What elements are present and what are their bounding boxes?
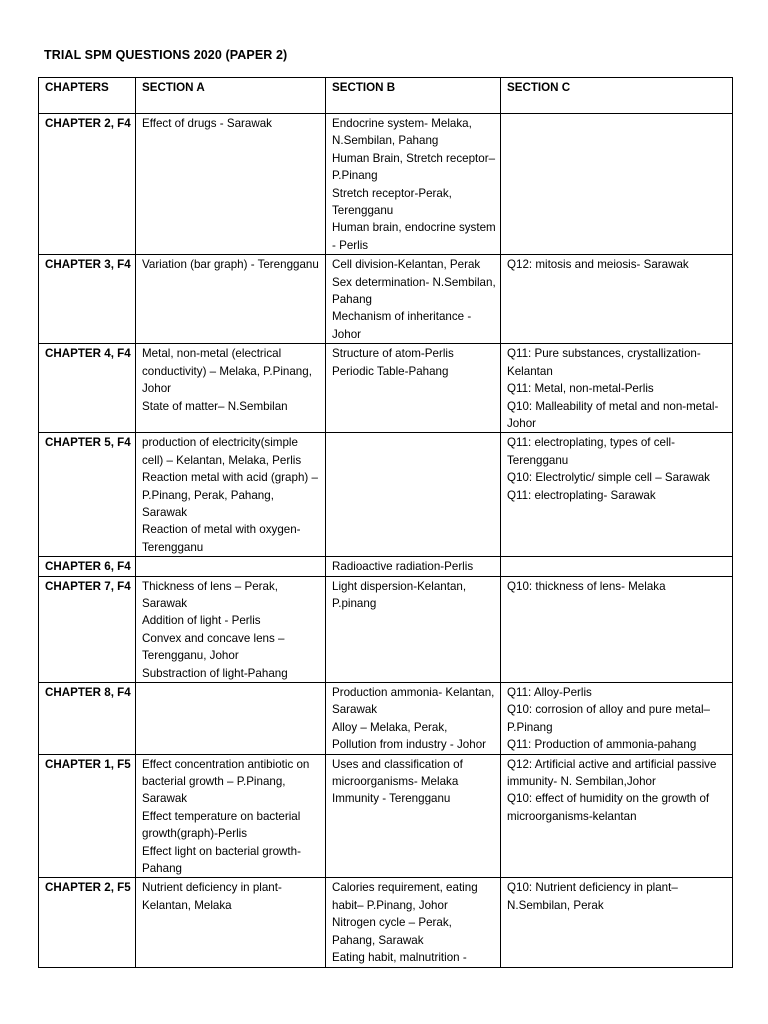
entry-text: Q11: Pure substances, crystallization- Kelantan xyxy=(507,347,701,378)
section-c-cell xyxy=(501,576,733,682)
entry-text: Human brain, endocrine system - Perlis xyxy=(332,221,496,252)
section-a-cell xyxy=(136,683,326,755)
entry-text: Endocrine system- Melaka, N.Sembilan, Pahang xyxy=(332,117,472,148)
chapter-cell: CHAPTER 7, F4 xyxy=(39,576,136,682)
entry-text: Cell division-Kelantan, Perak xyxy=(332,258,481,272)
entry-text: Uses and classification of microorganisms- Melaka xyxy=(332,757,463,789)
entry-text: Human Brain, Stretch receptor– P.Pinang xyxy=(332,151,496,183)
entry-text: Q10: Electrolytic/ simple cell – Sarawak xyxy=(507,471,710,485)
header-section-b: SECTION B xyxy=(326,78,501,114)
entry-text: Q10: Malleability of metal and non-metal- Johor xyxy=(507,399,719,430)
table-row xyxy=(39,114,733,255)
chapter-cell: CHAPTER 2, F5 xyxy=(39,878,136,967)
entry-text: Alloy – Melaka, Perak, xyxy=(332,720,448,734)
header-chapters: CHAPTERS xyxy=(39,78,136,114)
entry-text: Radioactive radiation-Perlis xyxy=(332,560,474,574)
entry-text: Reaction of metal with oxygen- Terengganu xyxy=(142,523,301,554)
entry-text: Stretch receptor-Perak, Terengganu xyxy=(332,186,452,218)
entry-text: Mechanism of inheritance - Johor xyxy=(332,310,472,341)
table-row xyxy=(39,576,733,682)
chapter-cell: CHAPTER 2, F4 xyxy=(39,114,136,255)
header-section-a: SECTION A xyxy=(136,78,326,114)
document-title: TRIAL SPM QUESTIONS 2020 (PAPER 2) xyxy=(44,48,288,62)
chapter-cell: CHAPTER 6, F4 xyxy=(39,557,136,576)
section-b-cell xyxy=(326,576,501,682)
entry-text: Nutrient deficiency in plant- Kelantan, Melaka xyxy=(142,881,282,912)
entry-text: Effect light on bacterial growth- Pahang xyxy=(142,844,301,876)
section-b-cell xyxy=(326,433,501,557)
section-c-cell xyxy=(501,255,733,344)
entry-text: Q10: thickness of lens- Melaka xyxy=(507,579,666,593)
entry-text: Q12: Artificial active and artificial passive immunity- N. Sembilan,Johor xyxy=(507,757,717,789)
section-b-cell xyxy=(326,114,501,255)
section-b-cell xyxy=(326,878,501,967)
header-section-c: SECTION C xyxy=(501,78,733,114)
table-row xyxy=(39,878,733,967)
entry-text: Reaction metal with acid (graph) – P.Pinang, Perak, Pahang, Sarawak xyxy=(142,471,318,519)
section-a-cell xyxy=(136,754,326,878)
table-row xyxy=(39,557,733,576)
entry-text: Effect of drugs - Sarawak xyxy=(142,117,272,130)
table-body xyxy=(39,114,733,968)
table-row xyxy=(39,683,733,755)
section-c-cell xyxy=(501,878,733,967)
entry-text: Structure of atom-Perlis xyxy=(332,347,454,361)
entry-text: Immunity - Terengganu xyxy=(332,792,451,806)
chapter-cell: CHAPTER 5, F4 xyxy=(39,433,136,557)
entry-text: Variation (bar graph) - Terengganu xyxy=(142,258,319,272)
section-b-cell xyxy=(326,255,501,344)
entry-text: Effect concentration antibiotic on bacterial growth – P.Pinang, Sarawak xyxy=(142,757,310,806)
section-a-cell xyxy=(136,433,326,557)
table-row xyxy=(39,255,733,344)
entry-text: Q10: effect of humidity on the growth of microorganisms-kelantan xyxy=(507,792,710,823)
chapter-cell: CHAPTER 8, F4 xyxy=(39,683,136,755)
entry-text: Effect temperature on bacterial growth(graph)-Perlis xyxy=(142,809,301,841)
section-a-cell xyxy=(136,255,326,344)
section-a-cell xyxy=(136,557,326,576)
section-a-cell xyxy=(136,344,326,433)
entry-text: Q12: mitosis and meiosis- Sarawak xyxy=(507,258,689,272)
entry-text: Metal, non-metal (electrical conductivity) – Melaka, P.Pinang, Johor xyxy=(142,347,312,396)
entry-text: Q11: electroplating, types of cell- Terengganu xyxy=(507,436,675,467)
question-table xyxy=(38,77,733,968)
entry-text: Q10: corrosion of alloy and pure metal– P.Pinang xyxy=(507,703,711,734)
entry-text: Calories requirement, eating habit– P.Pinang, Johor xyxy=(332,881,478,912)
chapter-cell: CHAPTER 3, F4 xyxy=(39,255,136,344)
table-row xyxy=(39,433,733,557)
section-c-cell xyxy=(501,557,733,576)
entry-text: Q11: Production of ammonia-pahang xyxy=(507,738,697,752)
section-a-cell xyxy=(136,114,326,255)
section-b-cell xyxy=(326,754,501,878)
entry-text: Nitrogen cycle – Perak, Pahang, Sarawak xyxy=(332,916,452,947)
entry-text: Q10: Nutrient deficiency in plant– N.Sembilan, Perak xyxy=(507,881,678,912)
table-row xyxy=(39,344,733,433)
entry-text: Substraction of light-Pahang xyxy=(142,666,288,680)
entry-text: Convex and concave lens – Terengganu, Johor xyxy=(142,631,285,663)
section-c-cell xyxy=(501,433,733,557)
section-b-cell xyxy=(326,344,501,433)
section-a-cell xyxy=(136,576,326,682)
entry-text: Sex determination- N.Sembilan, Pahang xyxy=(332,275,496,307)
entry-text: Eating habit, malnutrition - xyxy=(332,951,467,965)
section-c-cell xyxy=(501,344,733,433)
section-c-cell xyxy=(501,683,733,755)
section-b-cell xyxy=(326,683,501,755)
table-header-row xyxy=(39,78,733,114)
entry-text: Thickness of lens – Perak, Sarawak xyxy=(142,579,278,610)
entry-text: Periodic Table-Pahang xyxy=(332,364,449,378)
entry-text: Light dispersion-Kelantan, P.pinang xyxy=(332,579,467,610)
entry-text: Q11: Alloy-Perlis xyxy=(507,686,592,699)
entry-text: Production ammonia- Kelantan, Sarawak xyxy=(332,686,495,717)
entry-text: Addition of light - Perlis xyxy=(142,614,261,628)
entry-text: Q11: electroplating- Sarawak xyxy=(507,488,656,502)
chapter-cell: CHAPTER 4, F4 xyxy=(39,344,136,433)
entry-text: Pollution from industry - Johor xyxy=(332,738,487,752)
entry-text: production of electricity(simple cell) – Kelantan, Melaka, Perlis xyxy=(142,436,302,467)
chapter-cell: CHAPTER 1, F5 xyxy=(39,754,136,878)
section-a-cell xyxy=(136,878,326,967)
section-b-cell xyxy=(326,557,501,576)
entry-text: State of matter– N.Sembilan xyxy=(142,399,288,413)
entry-text: Q11: Metal, non-metal-Perlis xyxy=(507,382,654,396)
table-row xyxy=(39,754,733,878)
section-c-cell xyxy=(501,754,733,878)
section-c-cell xyxy=(501,114,733,255)
